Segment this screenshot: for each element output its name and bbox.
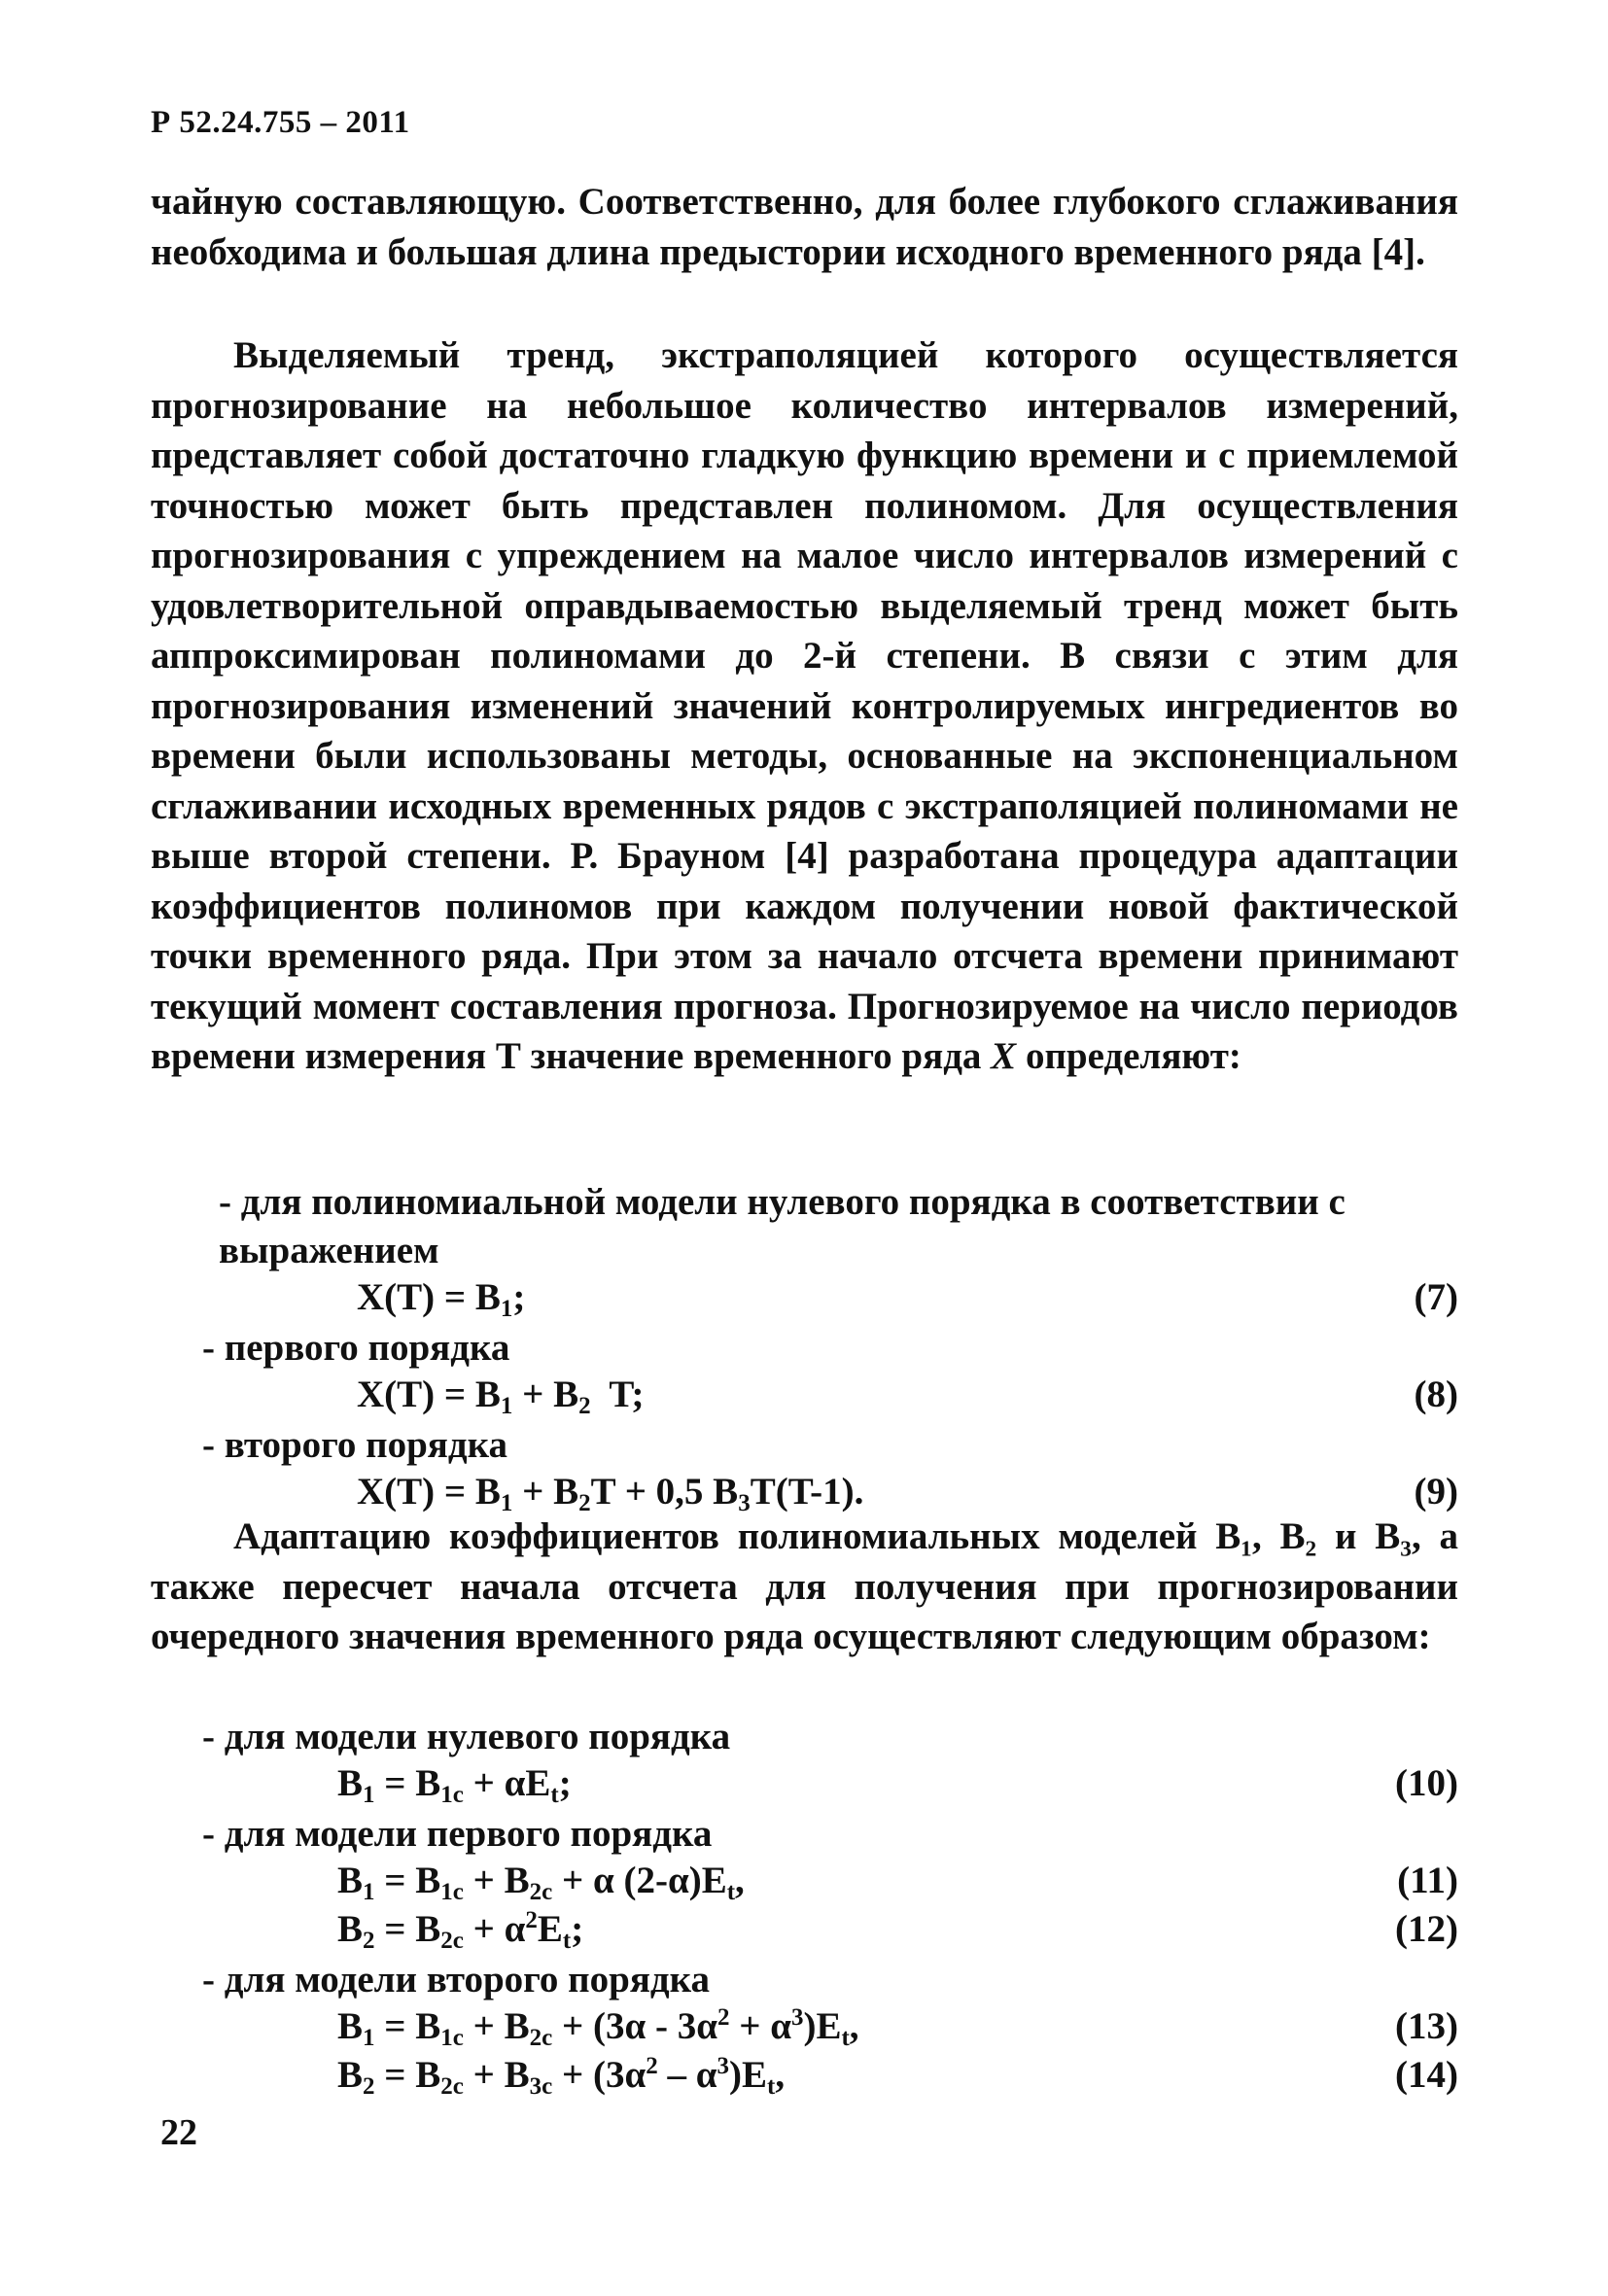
equation-7-row [151, 1275, 1458, 1326]
document-header: Р 52.24.755 – 2011 [151, 105, 410, 140]
equation-7: $X(T) = B_1$; [357, 1276, 526, 1322]
equation-11: $B_1 = B_{1c} + B_{2c} + \alpha$ $(2-\alpha)E_t$, [337, 1860, 745, 1905]
paragraph-continuation: чайную составляющую. Соответственно, для более глубокого сглаживания необходима и большая длина предыстории исходного временного ряда [4]. [151, 181, 1458, 273]
equation-10-row [151, 1761, 1458, 1812]
equation-7-number: (7) [1414, 1276, 1458, 1318]
item-second-order: - второго порядка [202, 1424, 508, 1466]
item-model-first: - для модели первого порядка [202, 1813, 713, 1855]
equation-14-number: (14) [1395, 2054, 1458, 2096]
page-number: 22 [160, 2112, 197, 2153]
paragraph-adaptation: Адаптацию коэффициентов полиномиальных моделей B₁, B₂ и B₃, а также пересчет начала отсчета для получения при прогнозировании очередного значения временного ряда осуществляют следующим образом: [151, 1515, 1458, 1657]
equation-12-number: (12) [1395, 1908, 1458, 1950]
equation-8-number: (8) [1414, 1374, 1458, 1415]
equation-8: $X(T) = B_1 + B_2$ T; [357, 1374, 645, 1419]
equation-14-row [151, 2053, 1458, 2104]
equation-11-number: (11) [1397, 1860, 1458, 1901]
equation-13-number: (13) [1395, 2005, 1458, 2047]
paragraph-trend-text: Выделяемый тренд, экстраполяцией которого осуществляется прогнозирование на небольшое количество интервалов измерений, представляет собой достаточно гладкую функцию времени и с приемлемой точностью может быть представлен полиномом. Для осуществления прогнозирования с упреждением на малое число интервалов измерений с удовлетворительной оправдываемостью выделяемый тренд может быть аппроксимирован полиномами до 2-й степени. В связи с этим для прогнозирования изменений значений контролируемых ингредиентов во времени были использованы методы, основанные на экспоненциальном сглаживании исходных временных рядов с экстраполяцией полиномами не выше второй степени. Р. Брауном [4] разработана процедура адаптации коэффициентов полиномов при каждом получении новой фактической точки временного ряда. При этом за начало отсчета времени принимают текущий момент составления прогноза. Прогнозируемое на число периодов времени измерения Т значение временного ряда [151, 334, 1458, 1077]
equation-14: $B_2 = B_{2c} + B_{3c} + (3\alpha^2 - \alpha^3)E_t$, [337, 2053, 786, 2100]
equation-12-row [151, 1907, 1458, 1958]
paragraph-trend-end: определяют: [1025, 1035, 1241, 1077]
equation-8-row [151, 1373, 1458, 1423]
item-first-order: - первого порядка [202, 1327, 510, 1369]
equation-9: $X(T) = B_1 + B_2T + 0,5$ $B_3T(T-1)$. [357, 1471, 864, 1516]
equation-13: $B_1 = B_{1c} + B_{2c} + (3\alpha - 3\alpha^2 + \alpha^3)E_t$, [337, 2004, 859, 2051]
equation-11-row [151, 1859, 1458, 1909]
variable-x: X [991, 1035, 1017, 1077]
paragraph-trend [151, 330, 1458, 1082]
equation-9-number: (9) [1414, 1471, 1458, 1513]
item-model-second: - для модели второго порядка [202, 1959, 711, 2000]
equation-13-row [151, 2004, 1458, 2055]
equation-10-number: (10) [1395, 1762, 1458, 1804]
equation-10: $B_1 = B_{1c} + \alpha E_t$; [337, 1762, 572, 1808]
equation-12: $B_2 = B_{2c} + \alpha^2E_t$; [337, 1907, 584, 1954]
item-zero-order: - для полиномиальной модели нулевого порядка в соответствии с выражением [219, 1181, 1346, 1271]
item-model-zero: - для модели нулевого порядка [202, 1716, 731, 1757]
